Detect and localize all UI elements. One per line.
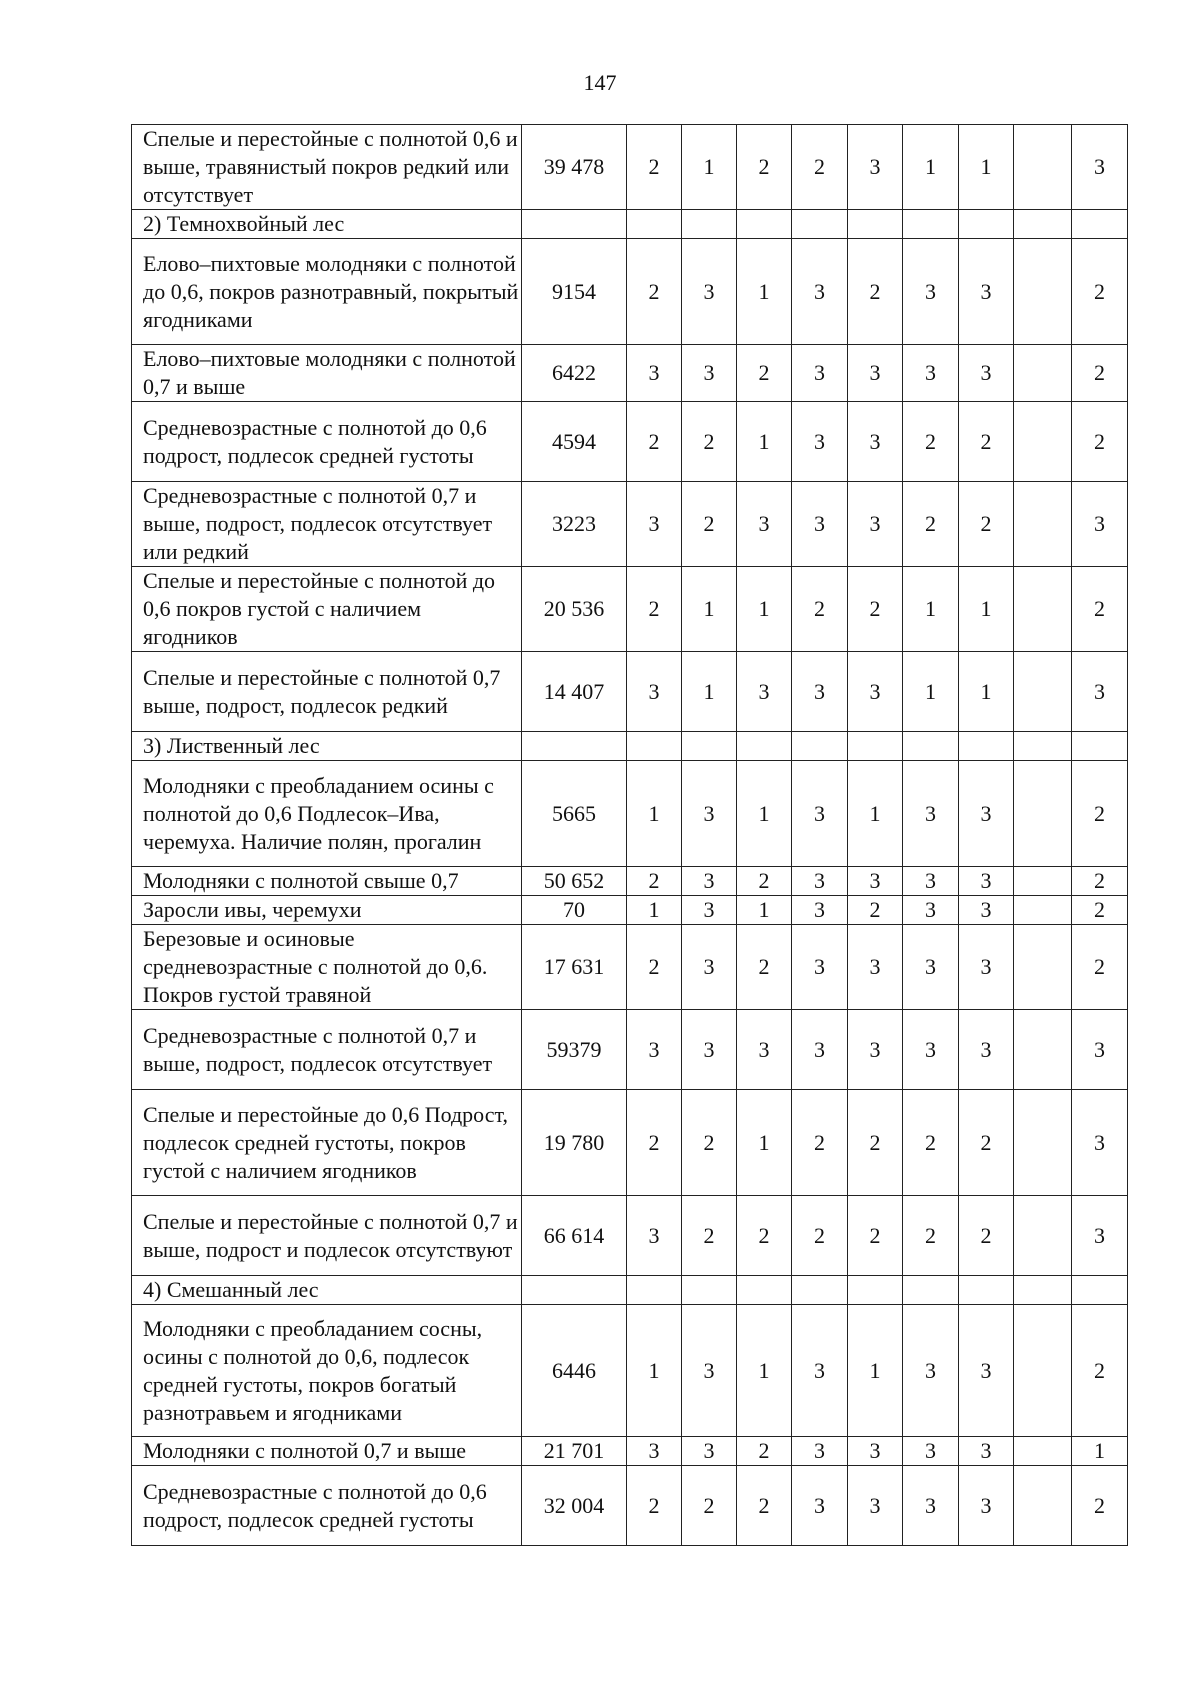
stand-description: Спелые и перестойные с полнотой 0,6 и выше, травянистый покров редкий или отсутствует <box>132 125 522 210</box>
score-cell-1: 3 <box>627 345 682 402</box>
score-cell-6: 3 <box>903 896 959 925</box>
score-cell-8 <box>1014 652 1072 732</box>
stand-description: Елово–пихтовые молодняки с полнотой 0,7 и выше <box>132 345 522 402</box>
score-cell-3: 1 <box>737 567 792 652</box>
table-row <box>132 652 1128 732</box>
area-cell: 3223 <box>522 482 627 567</box>
area-cell: 70 <box>522 896 627 925</box>
table-row <box>132 125 1128 210</box>
score-cell-8 <box>1014 1305 1072 1437</box>
score-cell-1: 2 <box>627 1090 682 1196</box>
score-cell-5: 3 <box>848 652 903 732</box>
score-cell-5: 2 <box>848 1196 903 1276</box>
score-cell-9: 2 <box>1072 239 1128 345</box>
score-cell-6: 2 <box>903 1196 959 1276</box>
score-cell-5: 3 <box>848 345 903 402</box>
score-cell-3 <box>737 210 792 239</box>
score-cell-6 <box>903 210 959 239</box>
score-cell-7: 2 <box>959 1196 1014 1276</box>
score-cell-5: 1 <box>848 1305 903 1437</box>
score-cell-4: 3 <box>792 867 848 896</box>
score-cell-7: 2 <box>959 482 1014 567</box>
score-cell-4: 2 <box>792 125 848 210</box>
score-cell-6: 1 <box>903 567 959 652</box>
score-cell-7: 1 <box>959 125 1014 210</box>
score-cell-2: 3 <box>682 345 737 402</box>
score-cell-3: 2 <box>737 925 792 1010</box>
score-cell-1: 3 <box>627 1010 682 1090</box>
score-cell-8 <box>1014 345 1072 402</box>
score-cell-2: 2 <box>682 482 737 567</box>
score-cell-3: 2 <box>737 867 792 896</box>
score-cell-1: 2 <box>627 567 682 652</box>
score-cell-8 <box>1014 732 1072 761</box>
score-cell-6: 3 <box>903 925 959 1010</box>
score-cell-7: 3 <box>959 1437 1014 1466</box>
score-cell-2: 2 <box>682 1090 737 1196</box>
score-cell-7: 3 <box>959 761 1014 867</box>
area-cell: 14 407 <box>522 652 627 732</box>
score-cell-8 <box>1014 925 1072 1010</box>
score-cell-2: 3 <box>682 239 737 345</box>
score-cell-8 <box>1014 239 1072 345</box>
score-cell-9 <box>1072 1276 1128 1305</box>
area-cell: 50 652 <box>522 867 627 896</box>
score-cell-3 <box>737 1276 792 1305</box>
score-cell-3: 2 <box>737 345 792 402</box>
score-cell-2: 3 <box>682 896 737 925</box>
score-cell-4: 3 <box>792 652 848 732</box>
score-cell-5 <box>848 210 903 239</box>
score-cell-1: 2 <box>627 867 682 896</box>
score-cell-1 <box>627 210 682 239</box>
score-cell-8 <box>1014 1466 1072 1546</box>
score-cell-1: 2 <box>627 125 682 210</box>
score-cell-6: 2 <box>903 1090 959 1196</box>
score-cell-2 <box>682 1276 737 1305</box>
score-cell-9: 1 <box>1072 1437 1128 1466</box>
score-cell-3: 1 <box>737 1090 792 1196</box>
area-cell <box>522 732 627 761</box>
score-cell-9: 2 <box>1072 345 1128 402</box>
score-cell-4: 3 <box>792 402 848 482</box>
score-cell-6: 3 <box>903 345 959 402</box>
score-cell-5: 2 <box>848 567 903 652</box>
table-row <box>132 1305 1128 1437</box>
score-cell-6: 1 <box>903 652 959 732</box>
score-cell-3: 1 <box>737 239 792 345</box>
score-cell-9: 3 <box>1072 482 1128 567</box>
table-row <box>132 896 1128 925</box>
score-cell-9: 3 <box>1072 125 1128 210</box>
score-cell-1: 3 <box>627 482 682 567</box>
score-cell-1: 3 <box>627 652 682 732</box>
score-cell-1: 2 <box>627 239 682 345</box>
score-cell-1: 3 <box>627 1196 682 1276</box>
score-cell-6: 3 <box>903 1437 959 1466</box>
score-cell-2: 2 <box>682 1466 737 1546</box>
score-cell-4: 3 <box>792 482 848 567</box>
score-cell-3: 2 <box>737 125 792 210</box>
score-cell-7: 3 <box>959 1010 1014 1090</box>
score-cell-7 <box>959 210 1014 239</box>
stand-description: Березовые и осиновые средневозрастные с полнотой до 0,6. Покров густой травяной <box>132 925 522 1010</box>
stand-description: Спелые и перестойные с полнотой 0,7 и выше, подрост и подлесок отсутствуют <box>132 1196 522 1276</box>
stand-description: Молодняки с полнотой 0,7 и выше <box>132 1437 522 1466</box>
score-cell-5: 3 <box>848 1010 903 1090</box>
score-cell-5: 3 <box>848 402 903 482</box>
score-cell-8 <box>1014 1276 1072 1305</box>
score-cell-5: 2 <box>848 239 903 345</box>
table-row <box>132 1196 1128 1276</box>
score-cell-3: 3 <box>737 652 792 732</box>
score-cell-5: 3 <box>848 867 903 896</box>
score-cell-4: 2 <box>792 1196 848 1276</box>
score-cell-9: 2 <box>1072 867 1128 896</box>
area-cell: 19 780 <box>522 1090 627 1196</box>
score-cell-7: 3 <box>959 925 1014 1010</box>
area-cell: 17 631 <box>522 925 627 1010</box>
stand-description: Средневозрастные с полнотой 0,7 и выше, подрост, подлесок отсутствует или редкий <box>132 482 522 567</box>
score-cell-7: 3 <box>959 345 1014 402</box>
stand-description: Средневозрастные с полнотой до 0,6 подрост, подлесок средней густоты <box>132 402 522 482</box>
area-cell: 6446 <box>522 1305 627 1437</box>
score-cell-3: 1 <box>737 402 792 482</box>
stand-description: Спелые и перестойные с полнотой 0,7 выше, подрост, подлесок редкий <box>132 652 522 732</box>
table-row <box>132 1466 1128 1546</box>
stand-description: Молодняки с преобладанием сосны, осины с полнотой до 0,6, подлесок средней густоты, покров богатый разнотравьем и ягодниками <box>132 1305 522 1437</box>
table-row <box>132 239 1128 345</box>
score-cell-9: 2 <box>1072 567 1128 652</box>
score-cell-4 <box>792 1276 848 1305</box>
score-cell-2: 3 <box>682 761 737 867</box>
score-cell-5: 2 <box>848 896 903 925</box>
score-cell-3: 1 <box>737 896 792 925</box>
score-cell-2: 1 <box>682 125 737 210</box>
score-cell-9: 2 <box>1072 896 1128 925</box>
score-cell-2: 3 <box>682 1010 737 1090</box>
score-cell-9: 2 <box>1072 1305 1128 1437</box>
score-cell-2 <box>682 732 737 761</box>
score-cell-9: 3 <box>1072 1090 1128 1196</box>
score-cell-9: 3 <box>1072 1010 1128 1090</box>
score-cell-4: 3 <box>792 1437 848 1466</box>
section-title: 4) Смешанный лес <box>132 1276 522 1305</box>
score-cell-6 <box>903 1276 959 1305</box>
score-cell-3 <box>737 732 792 761</box>
table-row <box>132 867 1128 896</box>
score-cell-7: 3 <box>959 896 1014 925</box>
score-cell-1: 2 <box>627 1466 682 1546</box>
score-cell-6: 3 <box>903 1305 959 1437</box>
score-cell-4: 2 <box>792 567 848 652</box>
score-cell-3: 2 <box>737 1466 792 1546</box>
score-cell-3: 1 <box>737 1305 792 1437</box>
stand-description: Средневозрастные с полнотой 0,7 и выше, подрост, подлесок отсутствует <box>132 1010 522 1090</box>
score-cell-5: 2 <box>848 1090 903 1196</box>
score-cell-9 <box>1072 732 1128 761</box>
stand-description: Средневозрастные с полнотой до 0,6 подрост, подлесок средней густоты <box>132 1466 522 1546</box>
score-cell-1 <box>627 1276 682 1305</box>
stand-description: Спелые и перестойные до 0,6 Подрост, подлесок средней густоты, покров густой с наличием ягодников <box>132 1090 522 1196</box>
table-row <box>132 345 1128 402</box>
area-cell: 4594 <box>522 402 627 482</box>
score-cell-3: 1 <box>737 761 792 867</box>
score-cell-8 <box>1014 1090 1072 1196</box>
score-cell-5: 3 <box>848 1466 903 1546</box>
score-cell-6: 2 <box>903 482 959 567</box>
table-row <box>132 925 1128 1010</box>
score-cell-7: 1 <box>959 567 1014 652</box>
score-cell-9: 3 <box>1072 1196 1128 1276</box>
score-cell-2: 3 <box>682 1437 737 1466</box>
score-cell-2: 1 <box>682 652 737 732</box>
score-cell-7 <box>959 1276 1014 1305</box>
score-cell-6: 3 <box>903 867 959 896</box>
score-cell-5 <box>848 1276 903 1305</box>
score-cell-1: 1 <box>627 761 682 867</box>
score-cell-7: 3 <box>959 239 1014 345</box>
score-cell-5: 1 <box>848 761 903 867</box>
score-cell-7: 3 <box>959 867 1014 896</box>
score-cell-9: 2 <box>1072 761 1128 867</box>
score-cell-5: 3 <box>848 482 903 567</box>
score-cell-7 <box>959 732 1014 761</box>
score-cell-7: 2 <box>959 1090 1014 1196</box>
score-cell-2: 2 <box>682 1196 737 1276</box>
score-cell-3: 2 <box>737 1437 792 1466</box>
area-cell: 39 478 <box>522 125 627 210</box>
score-cell-5: 3 <box>848 125 903 210</box>
score-cell-2: 3 <box>682 867 737 896</box>
score-cell-6: 1 <box>903 125 959 210</box>
score-cell-7: 2 <box>959 402 1014 482</box>
score-cell-9 <box>1072 210 1128 239</box>
score-cell-8 <box>1014 402 1072 482</box>
score-cell-4: 3 <box>792 1305 848 1437</box>
area-cell: 21 701 <box>522 1437 627 1466</box>
score-cell-8 <box>1014 1196 1072 1276</box>
area-cell: 9154 <box>522 239 627 345</box>
score-cell-1 <box>627 732 682 761</box>
score-cell-8 <box>1014 125 1072 210</box>
score-cell-4: 2 <box>792 1090 848 1196</box>
score-cell-8 <box>1014 210 1072 239</box>
score-cell-9: 3 <box>1072 652 1128 732</box>
score-cell-8 <box>1014 1437 1072 1466</box>
score-cell-6: 2 <box>903 402 959 482</box>
forest-assessment-table <box>131 124 1128 1546</box>
score-cell-4 <box>792 732 848 761</box>
score-cell-1: 2 <box>627 925 682 1010</box>
score-cell-9: 2 <box>1072 1466 1128 1546</box>
area-cell <box>522 1276 627 1305</box>
score-cell-8 <box>1014 482 1072 567</box>
score-cell-5: 3 <box>848 1437 903 1466</box>
score-cell-4: 3 <box>792 761 848 867</box>
score-cell-1: 1 <box>627 1305 682 1437</box>
area-cell: 20 536 <box>522 567 627 652</box>
score-cell-2: 3 <box>682 925 737 1010</box>
score-cell-7: 1 <box>959 652 1014 732</box>
area-cell: 32 004 <box>522 1466 627 1546</box>
score-cell-7: 3 <box>959 1305 1014 1437</box>
table-row <box>132 482 1128 567</box>
score-cell-9: 2 <box>1072 402 1128 482</box>
stand-description: Заросли ивы, черемухи <box>132 896 522 925</box>
score-cell-2: 2 <box>682 402 737 482</box>
area-cell: 66 614 <box>522 1196 627 1276</box>
score-cell-3: 3 <box>737 482 792 567</box>
stand-description: Спелые и перестойные с полнотой до 0,6 покров густой с наличием ягодников <box>132 567 522 652</box>
table-row <box>132 761 1128 867</box>
score-cell-4: 3 <box>792 239 848 345</box>
score-cell-1: 1 <box>627 896 682 925</box>
table-row <box>132 1010 1128 1090</box>
score-cell-5 <box>848 732 903 761</box>
score-cell-6: 3 <box>903 761 959 867</box>
score-cell-2: 3 <box>682 1305 737 1437</box>
section-title: 2) Темнохвойный лес <box>132 210 522 239</box>
area-cell: 5665 <box>522 761 627 867</box>
score-cell-8 <box>1014 761 1072 867</box>
score-cell-3: 2 <box>737 1196 792 1276</box>
score-cell-6: 3 <box>903 1010 959 1090</box>
score-cell-8 <box>1014 896 1072 925</box>
score-cell-4: 3 <box>792 896 848 925</box>
score-cell-1: 2 <box>627 402 682 482</box>
section-row <box>132 210 1128 239</box>
score-cell-1: 3 <box>627 1437 682 1466</box>
table-row <box>132 567 1128 652</box>
stand-description: Молодняки с полнотой свыше 0,7 <box>132 867 522 896</box>
score-cell-6: 3 <box>903 239 959 345</box>
score-cell-4 <box>792 210 848 239</box>
score-cell-3: 3 <box>737 1010 792 1090</box>
score-cell-8 <box>1014 567 1072 652</box>
section-row <box>132 732 1128 761</box>
page-number: 147 <box>583 70 617 95</box>
score-cell-2: 1 <box>682 567 737 652</box>
score-cell-8 <box>1014 867 1072 896</box>
table-row <box>132 1090 1128 1196</box>
section-row <box>132 1276 1128 1305</box>
section-title: 3) Лиственный лес <box>132 732 522 761</box>
area-cell <box>522 210 627 239</box>
score-cell-2 <box>682 210 737 239</box>
score-cell-6 <box>903 732 959 761</box>
score-cell-5: 3 <box>848 925 903 1010</box>
table-row <box>132 402 1128 482</box>
score-cell-4: 3 <box>792 1010 848 1090</box>
stand-description: Елово–пихтовые молодняки с полнотой до 0,6, покров разнотравный, покрытый ягодниками <box>132 239 522 345</box>
score-cell-9: 2 <box>1072 925 1128 1010</box>
score-cell-7: 3 <box>959 1466 1014 1546</box>
area-cell: 59379 <box>522 1010 627 1090</box>
score-cell-8 <box>1014 1010 1072 1090</box>
score-cell-6: 3 <box>903 1466 959 1546</box>
score-cell-4: 3 <box>792 925 848 1010</box>
area-cell: 6422 <box>522 345 627 402</box>
table-row <box>132 1437 1128 1466</box>
score-cell-4: 3 <box>792 1466 848 1546</box>
stand-description: Молодняки с преобладанием осины с полнотой до 0,6 Подлесок–Ива, черемуха. Наличие полян, прогалин <box>132 761 522 867</box>
score-cell-4: 3 <box>792 345 848 402</box>
